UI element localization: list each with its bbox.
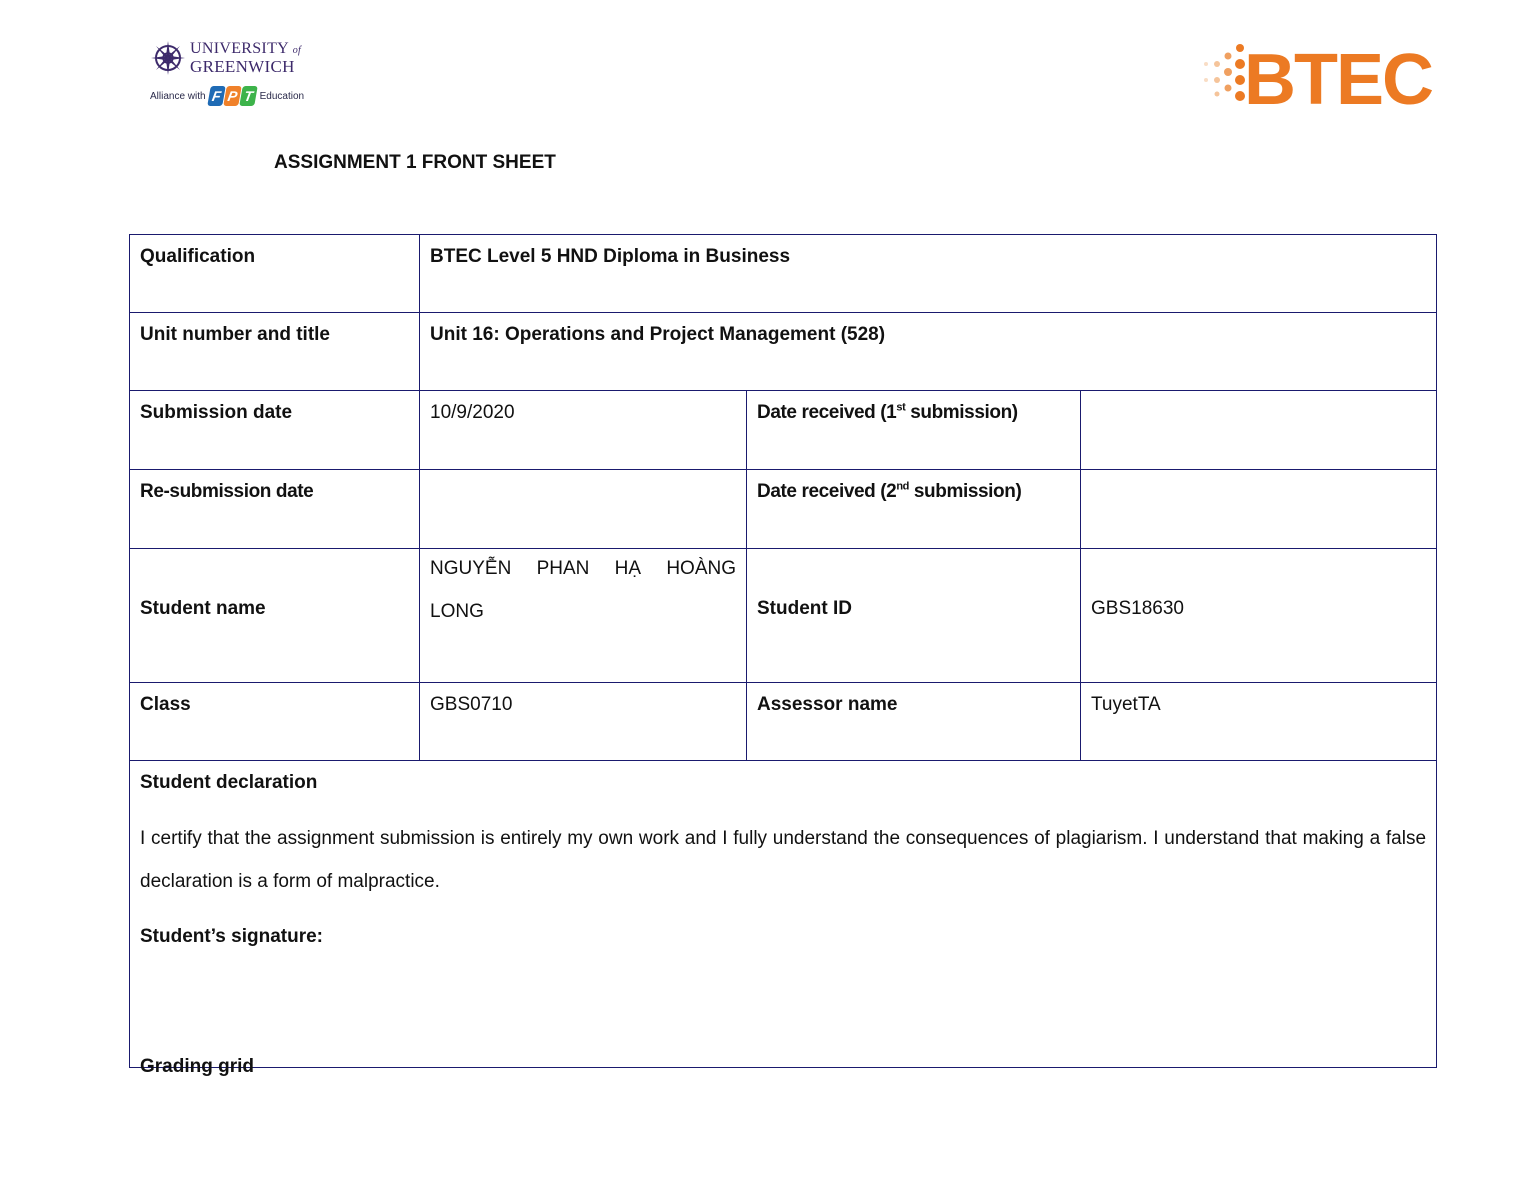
row-student — [130, 549, 1437, 683]
row-qualification — [130, 235, 1437, 313]
alliance-prefix: Alliance with — [150, 90, 206, 102]
signature-label: Student’s signature: — [140, 926, 323, 947]
uog-line2: GREENWICH — [190, 57, 295, 76]
fpt-t: T — [239, 86, 258, 106]
submission-date-value: 10/9/2020 — [420, 391, 747, 470]
btec-dots-icon — [1200, 38, 1250, 118]
fpt-p: P — [223, 86, 242, 106]
assessor-value: TuyetTA — [1081, 683, 1437, 761]
uog-line1: UNIVERSITY — [190, 40, 289, 57]
student-id-label: Student ID — [747, 549, 1081, 683]
student-id-value: GBS18630 — [1081, 549, 1437, 683]
resubmission-date-label: Re-submission date — [130, 470, 420, 549]
row-submission — [130, 391, 1437, 470]
front-sheet-table — [129, 234, 1437, 1068]
grading-grid-heading: Grading grid — [140, 1056, 254, 1077]
resubmission-date-value — [420, 470, 747, 549]
student-name-value: NGUYỄN PHAN HẠ HOÀNG LONG — [420, 549, 747, 683]
qualification-label: Qualification — [130, 235, 420, 313]
date-received-1-value — [1081, 391, 1437, 470]
declaration-heading: Student declaration — [140, 772, 318, 793]
declaration-text: I certify that the assignment submission is entirely my own work and I fully understand the consequences of plagiarism. I understand that making a false declaration is a form of malpractice. — [140, 828, 1427, 892]
btec-logo — [1200, 38, 1440, 118]
qualification-value: BTEC Level 5 HND Diploma in Business — [420, 235, 1437, 313]
alliance-suffix: Education — [259, 90, 305, 102]
row-unit — [130, 313, 1437, 391]
uog-of: of — [292, 45, 302, 56]
fpt-logo — [209, 86, 257, 106]
date-received-2-label: Date received (2nd submission) — [747, 470, 1081, 549]
row-class — [130, 683, 1437, 761]
unit-value: Unit 16: Operations and Project Management (528) — [420, 313, 1437, 391]
signature-field[interactable] — [140, 949, 1426, 1019]
btec-wordmark: BTEC — [1244, 40, 1432, 120]
page-title: ASSIGNMENT 1 FRONT SHEET — [274, 152, 556, 173]
university-of-greenwich-logo — [150, 40, 320, 130]
student-name-label: Student name — [130, 549, 420, 683]
declaration-cell — [130, 761, 1437, 1068]
class-label: Class — [130, 683, 420, 761]
row-resubmission — [130, 470, 1437, 549]
fpt-f: F — [207, 86, 226, 106]
assessor-label: Assessor name — [747, 683, 1081, 761]
class-value: GBS0710 — [420, 683, 747, 761]
compass-rose-icon — [150, 40, 186, 76]
unit-label: Unit number and title — [130, 313, 420, 391]
date-received-2-value — [1081, 470, 1437, 549]
row-declaration — [130, 761, 1437, 1068]
submission-date-label: Submission date — [130, 391, 420, 470]
date-received-1-label: Date received (1st submission) — [747, 391, 1081, 470]
